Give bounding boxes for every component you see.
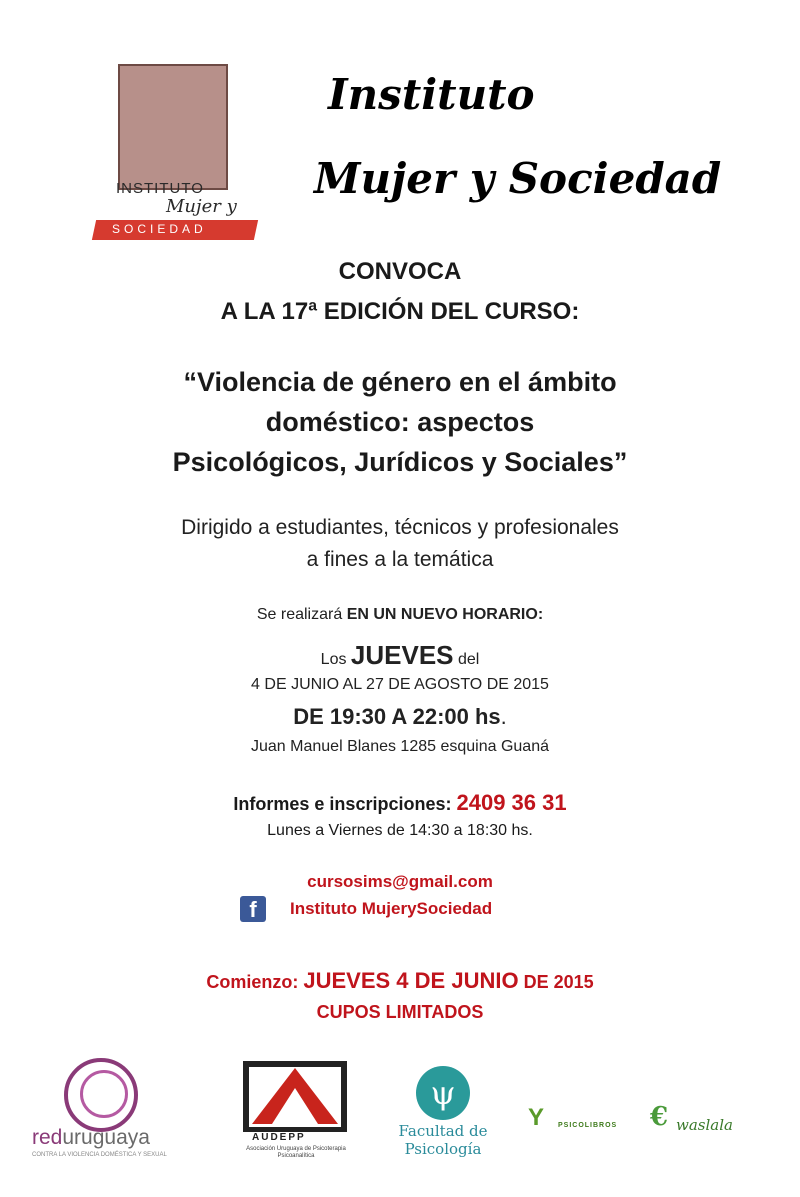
facultad-psicologia-logo <box>388 1062 498 1170</box>
schedule-hours <box>0 704 800 730</box>
audience-line-2: a fines a la temática <box>306 548 494 571</box>
office-hours: Lunes a Viernes de 14:30 a 18:30 hs. <box>267 822 533 839</box>
reduruguaya-logo <box>30 1052 180 1167</box>
institute-logo <box>94 60 256 246</box>
course-title <box>0 362 800 482</box>
schedule-address: Juan Manuel Blanes 1285 esquina Guaná <box>251 738 549 755</box>
limited-spots: CUPOS LIMITADOS <box>316 1002 484 1022</box>
psicolibros-y-icon: Y <box>528 1104 545 1131</box>
informes-label: Informes e inscripciones: <box>233 794 457 814</box>
schedule-new-hours: EN UN NUEVO HORARIO: <box>346 606 544 623</box>
schedule-intro <box>0 606 800 624</box>
audepp-name: AUDEPP <box>252 1132 306 1143</box>
facebook-page-link[interactable]: Instituto MujerySociedad <box>290 899 493 918</box>
reduruguaya-swirl-inner-icon <box>80 1070 128 1118</box>
waslala-name: waslala <box>676 1116 733 1134</box>
audepp-logo <box>240 1058 350 1163</box>
reduruguaya-prefix: red <box>32 1126 63 1149</box>
reduruguaya-name <box>32 1126 150 1150</box>
audience-line-1: Dirigido a estudiantes, técnicos y profesionales <box>181 516 619 539</box>
facebook-row[interactable] <box>240 896 492 924</box>
waslala-swirl-icon: € <box>650 1102 669 1132</box>
schedule-day-pre: Los <box>320 651 351 668</box>
course-title-line-2: doméstico: aspectos <box>265 407 535 437</box>
reduruguaya-suffix: uruguaya <box>62 1126 150 1149</box>
schedule-hours-dot: . <box>500 704 507 729</box>
start-date: JUEVES 4 DE JUNIO <box>303 968 519 993</box>
course-title-line-3: Psicológicos, Jurídicos y Sociales” <box>172 447 628 477</box>
audience-text <box>0 512 800 576</box>
logo-text-instituto: INSTITUTO <box>116 180 204 197</box>
logo-text-mujer: Mujer y <box>166 196 237 217</box>
psicolibros-logo <box>528 1104 638 1138</box>
start-year: DE 2015 <box>518 972 594 992</box>
email-link[interactable]: cursosims@gmail.com <box>307 872 493 891</box>
waslala-logo <box>650 1102 750 1138</box>
psicologia-psi-icon: ψ <box>416 1066 470 1120</box>
informes-line <box>0 790 800 816</box>
logo-text-sociedad: SOCIEDAD <box>112 222 207 236</box>
title-line-1: Instituto <box>328 70 535 119</box>
schedule-dates: 4 DE JUNIO AL 27 DE AGOSTO DE 2015 <box>251 676 549 693</box>
facultad-line-2: Psicología <box>404 1140 482 1158</box>
title-line-2: Mujer y Sociedad <box>314 154 722 203</box>
psicolibros-name: PSICOLIBROS <box>558 1122 618 1129</box>
schedule-hours-text: DE 19:30 A 22:00 hs <box>293 704 501 729</box>
schedule-day <box>0 640 800 671</box>
audepp-subtitle: Asociación Uruguaya de Psicoterapia Psicoanalítica <box>246 1146 346 1159</box>
logo-face-image <box>118 64 228 190</box>
phone-number: 2409 36 31 <box>456 790 567 815</box>
facultad-psicologia-name <box>388 1122 498 1158</box>
reduruguaya-subtitle: CONTRA LA VIOLENCIA DOMÉSTICA Y SEXUAL <box>32 1152 167 1158</box>
facultad-line-1: Facultad de <box>398 1122 488 1140</box>
edition-heading: A LA 17ª EDICIÓN DEL CURSO: <box>220 298 580 325</box>
audepp-emblem-icon <box>240 1058 350 1132</box>
start-label: Comienzo: <box>206 972 304 992</box>
facebook-icon: f <box>240 896 266 922</box>
course-title-line-1: “Violencia de género en el ámbito <box>183 367 617 397</box>
start-line <box>0 968 800 994</box>
schedule-day-post: del <box>453 651 480 668</box>
convoca-heading: CONVOCA <box>338 258 462 285</box>
schedule-day-name: JUEVES <box>350 640 454 670</box>
schedule-intro-text: Se realizará <box>256 606 347 623</box>
